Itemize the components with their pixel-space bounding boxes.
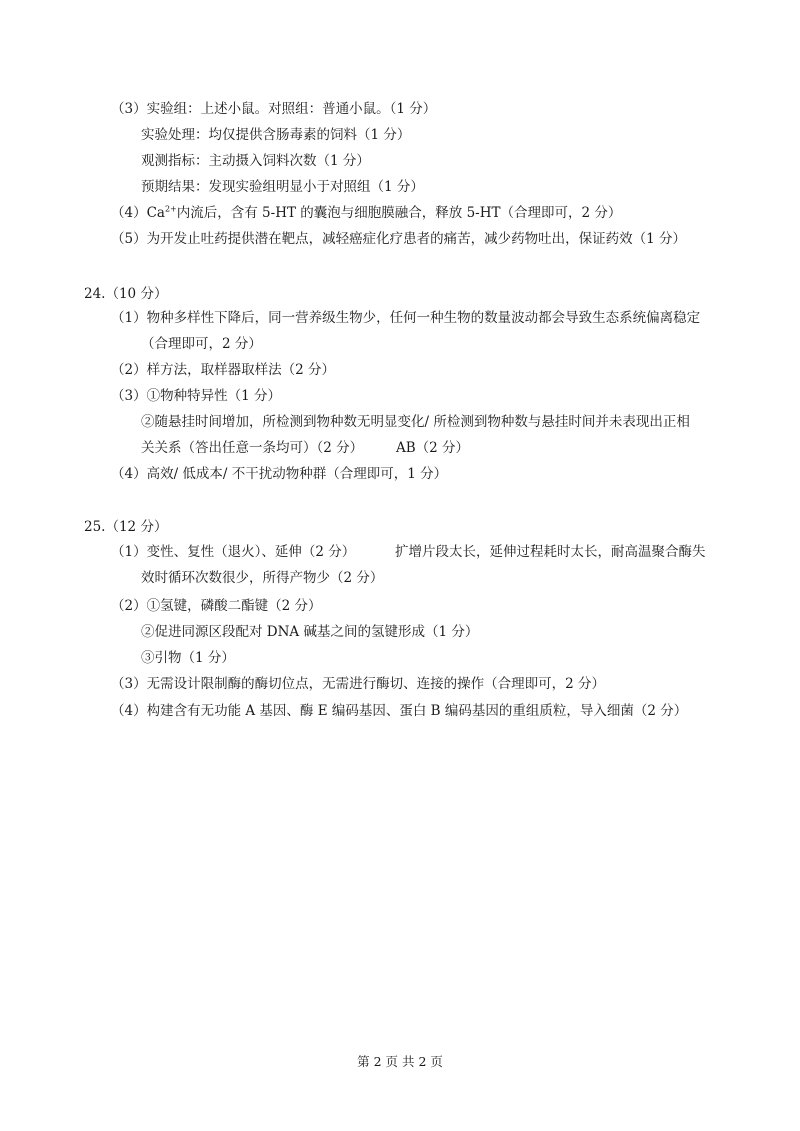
q25-part1-c: 效时循环次数很少，所得产物少（2 分） (141, 570, 384, 586)
q24-part1-line1: （1）物种多样性下降后，同一营养级生物少，任何一种生物的数量波动都会导致生态系统偏离稳定 (111, 310, 701, 326)
q24-part3-line1: （3）①物种特异性（1 分） (111, 388, 281, 404)
q25-part1-b: 扩增片段太长，延伸过程耗时太长，耐高温聚合酶失 (395, 544, 706, 560)
q24-part2: （2）样方法，取样器取样法（2 分） (111, 362, 335, 378)
q25-part2-line1: （2）①氢键，磷酸二酯键（2 分） (111, 598, 322, 614)
q23-part3-line1: （3）实验组：上述小鼠。对照组：普通小鼠。（1 分） (111, 101, 437, 117)
q24-part3-ab-answer: AB（2 分） (396, 440, 470, 456)
q25-part1-line1-row (111, 543, 706, 561)
q24-part3-line3-row (141, 439, 470, 457)
q24-part3-line3: 关关系（答出任意一条均可）（2 分） (141, 440, 364, 456)
q24-part1-line2: （合理即可，2 分） (141, 336, 262, 352)
q23-part5: （5）为开发止吐药提供潜在靶点，减轻癌症化疗患者的痛苦，减少药物吐出，保证药效（1 分） (111, 231, 686, 247)
q25-part2-line2: ②促进同源区段配对 DNA 碱基之间的氢键形成（1 分） (141, 624, 479, 640)
q23-part4-prefix: （4）Ca (111, 205, 165, 221)
q23-part3-line3: 观测指标：主动摄入饲料次数（1 分） (141, 153, 370, 169)
q23-part3-line2: 实验处理：均仅提供含肠毒素的饲料（1 分） (141, 127, 411, 143)
q25-part3: （3）无需设计限制酶的酶切位点，无需进行酶切、连接的操作（合理即可，2 分） (111, 676, 605, 692)
q24-part3-line2: ②随悬挂时间增加，所检测到物种数无明显变化/ 所检测到物种数与悬挂时间并未表现出正相 (141, 414, 690, 430)
q25-part1-a: （1）变性、复性（退火）、延伸（2 分） (111, 544, 356, 560)
q25-heading: 25.（12 分） (84, 519, 168, 535)
q23-part3-line4: 预期结果：发现实验组明显小于对照组（1 分） (141, 179, 424, 195)
q25-part4: （4）构建含有无功能 A 基因、酶 E 编码基因、蛋白 B 编码基因的重组质粒，导入细菌（2 分） (111, 703, 688, 719)
q24-heading: 24.（10 分） (84, 286, 168, 302)
q24-part4: （4）高效/ 低成本/ 不干扰动物种群（合理即可，1 分） (111, 466, 448, 482)
q25-part2-line3: ③引物（1 分） (141, 650, 235, 666)
page-footer: 第 2 页 共 2 页 (357, 1054, 443, 1069)
q23-part4-rest: 内流后，含有 5-HT 的囊泡与细胞膜融合，释放 5-HT（合理即可，2 分） (176, 205, 622, 221)
q23-part4 (111, 204, 621, 222)
q23-part4-superscript: 2+ (164, 204, 177, 214)
